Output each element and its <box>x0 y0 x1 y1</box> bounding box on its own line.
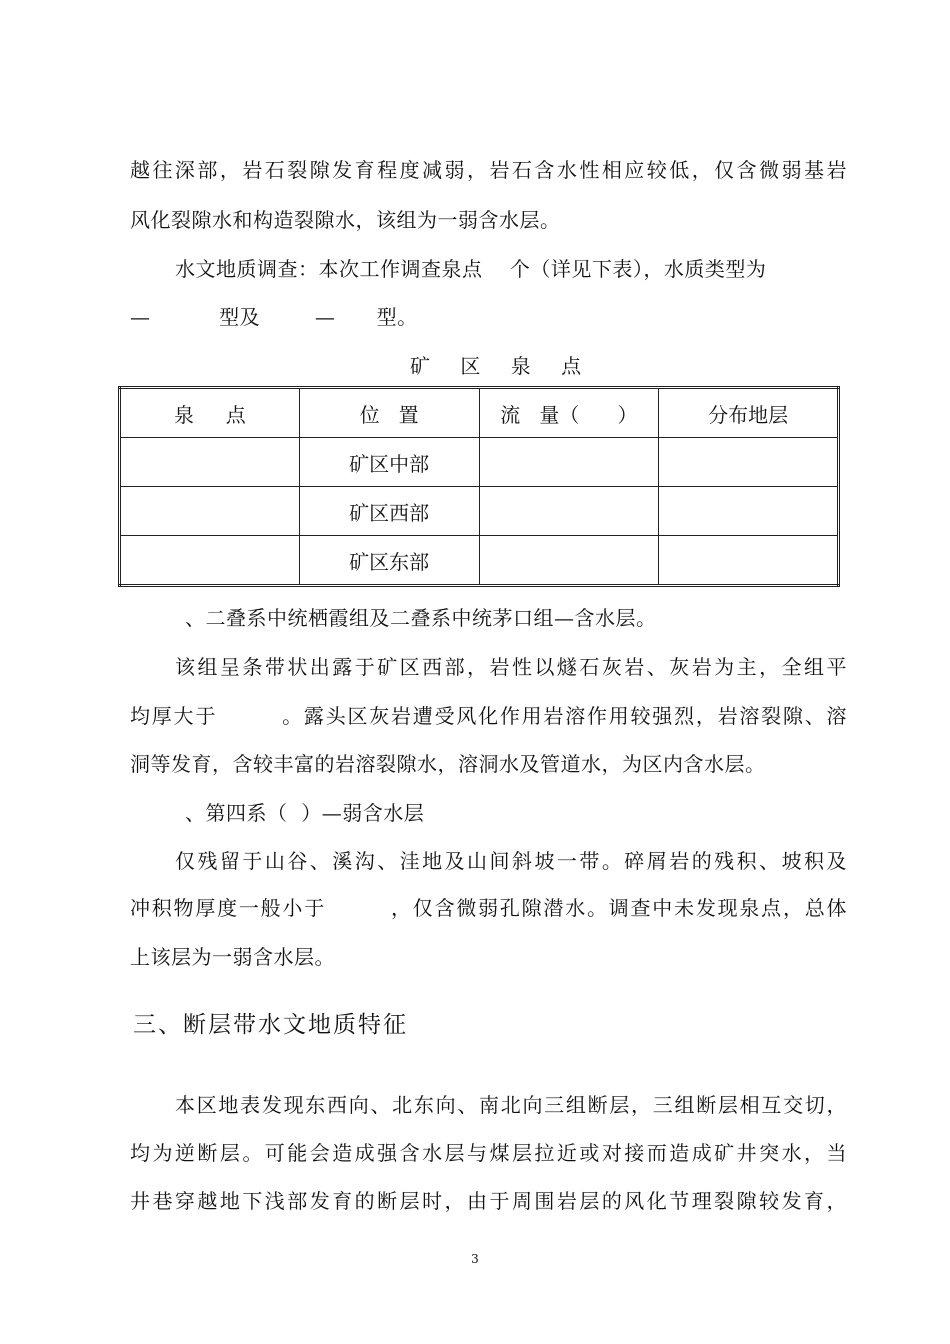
section-title: 、二叠系中统栖霞组及二叠系中统茅口组—含水层。 <box>185 606 657 630</box>
table-cell <box>120 438 300 487</box>
paragraph-line: 本区地表发现东西向、北东向、南北向三组断层，三组断层相互交切， <box>175 1093 847 1117</box>
table-cell <box>120 487 300 536</box>
table-cell: 矿区东部 <box>299 536 479 586</box>
paragraph-line: 越往深部，岩石裂隙发育程度减弱，岩石含水性相应较低，仅含微弱基岩 <box>130 158 847 182</box>
paragraph-line: 均为逆断层。可能会造成强含水层与煤层拉近或对接而造成矿井突水，当 <box>130 1141 847 1165</box>
paragraph-line: 冲积物厚度一般小于 ，仅含微弱孔隙潜水。调查中未发现泉点，总体 <box>130 896 847 920</box>
table-header-row <box>120 388 839 438</box>
paragraph-line: 仅残留于山谷、溪沟、洼地及山间斜坡一带。碎屑岩的残积、坡积及 <box>175 849 847 873</box>
chapter-heading: 三、断层带水文地质特征 <box>133 1012 408 1038</box>
survey-water-type-line: — 型及 — 型。 <box>130 305 418 329</box>
survey-line: 水文地质调查：本次工作调查泉点 个（详见下表），水质类型为 <box>175 257 767 281</box>
paragraph-line: 洞等发育，含较丰富的岩溶裂隙水，溶洞水及管道水，为区内含水层。 <box>130 752 766 776</box>
table-row <box>120 487 839 536</box>
paragraph-line: 均厚大于 。露头区灰岩遭受风化作用岩溶作用较强烈，岩溶裂隙、溶 <box>130 704 847 728</box>
table-cell: 矿区西部 <box>299 487 479 536</box>
page-number: 3 <box>471 1252 479 1266</box>
paragraph-line: 风化裂隙水和构造裂隙水，该组为一弱含水层。 <box>130 208 561 232</box>
section-title: 、第四系（ ）—弱含水层 <box>185 801 425 825</box>
header-location: 位 置 <box>299 388 479 438</box>
table-cell <box>659 487 839 536</box>
spring-table <box>118 386 840 587</box>
table-cell <box>479 487 659 536</box>
table-cell <box>479 536 659 586</box>
header-spring-point: 泉 点 <box>120 388 300 438</box>
table-cell: 矿区中部 <box>299 438 479 487</box>
paragraph-line: 该组呈条带状出露于矿区西部，岩性以燧石灰岩、灰岩为主，全组平 <box>175 655 847 679</box>
header-stratum: 分布地层 <box>659 388 839 438</box>
table-row <box>120 438 839 487</box>
paragraph-line: 井巷穿越地下浅部发育的断层时，由于周围岩层的风化节理裂隙较发育， <box>130 1189 847 1213</box>
table-caption: 矿 区 泉 点 <box>410 354 594 378</box>
table-row <box>120 536 839 586</box>
table-cell <box>659 536 839 586</box>
table-cell <box>120 536 300 586</box>
table-cell <box>479 438 659 487</box>
header-flow: 流 量（ ） <box>479 388 659 438</box>
paragraph-line: 上该层为一弱含水层。 <box>130 945 335 969</box>
table-cell <box>659 438 839 487</box>
